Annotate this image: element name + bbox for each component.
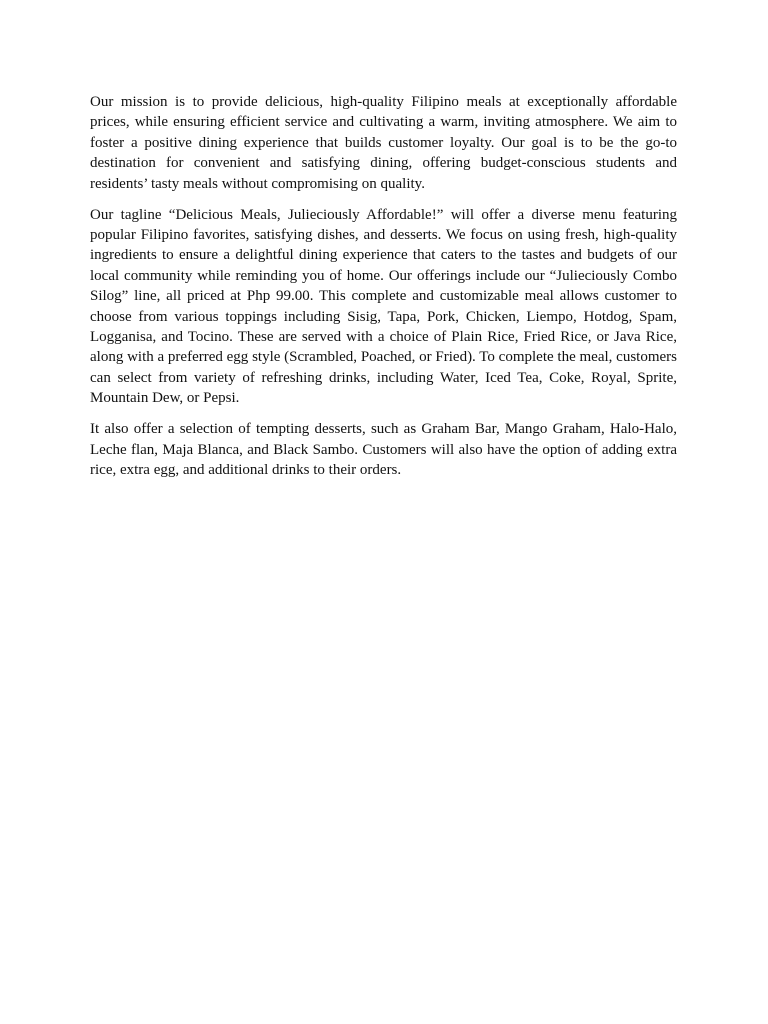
paragraph-desserts: It also offer a selection of tempting desserts, such as Graham Bar, Mango Graham, Halo-Halo, Leche flan, Maja Blanca, and Black Sambo. Customers will also have the option of adding extra rice, extra egg, and additional drinks to their orders.: [90, 421, 677, 478]
paragraph-mission: Our mission is to provide delicious, high-quality Filipino meals at exceptionally affordable prices, while ensuring efficient service and cultivating a warm, inviting atmosphere. We aim to foster a positive dining experience that builds customer loyalty. Our goal is to be the go-to destination for convenient and satisfying dining, offering budget-conscious students and residents’ tasty meals without compromising on quality.: [90, 94, 677, 192]
document-body: [90, 92, 677, 491]
paragraph-tagline-menu: Our tagline “Delicious Meals, Julieciously Affordable!” will offer a diverse menu featuring popular Filipino favorites, satisfying dishes, and desserts. We focus on using fresh, high-quality ingredients to ensure a delightful dining experience that caters to the tastes and budgets of our local community while reminding you of home. Our offerings include our “Julieciously Combo Silog” line, all priced at Php 99.00. This complete and customizable meal allows customer to choose from various toppings including Sisig, Tapa, Pork, Chicken, Liempo, Hotdog, Spam, Logganisa, and Tocino. These are served with a choice of Plain Rice, Fried Rice, or Java Rice, along with a preferred egg style (Scrambled, Poached, or Fried). To complete the meal, customers can select from variety of refreshing drinks, including Water, Iced Tea, Coke, Royal, Sprite, Mountain Dew, or Pepsi.: [90, 206, 677, 407]
